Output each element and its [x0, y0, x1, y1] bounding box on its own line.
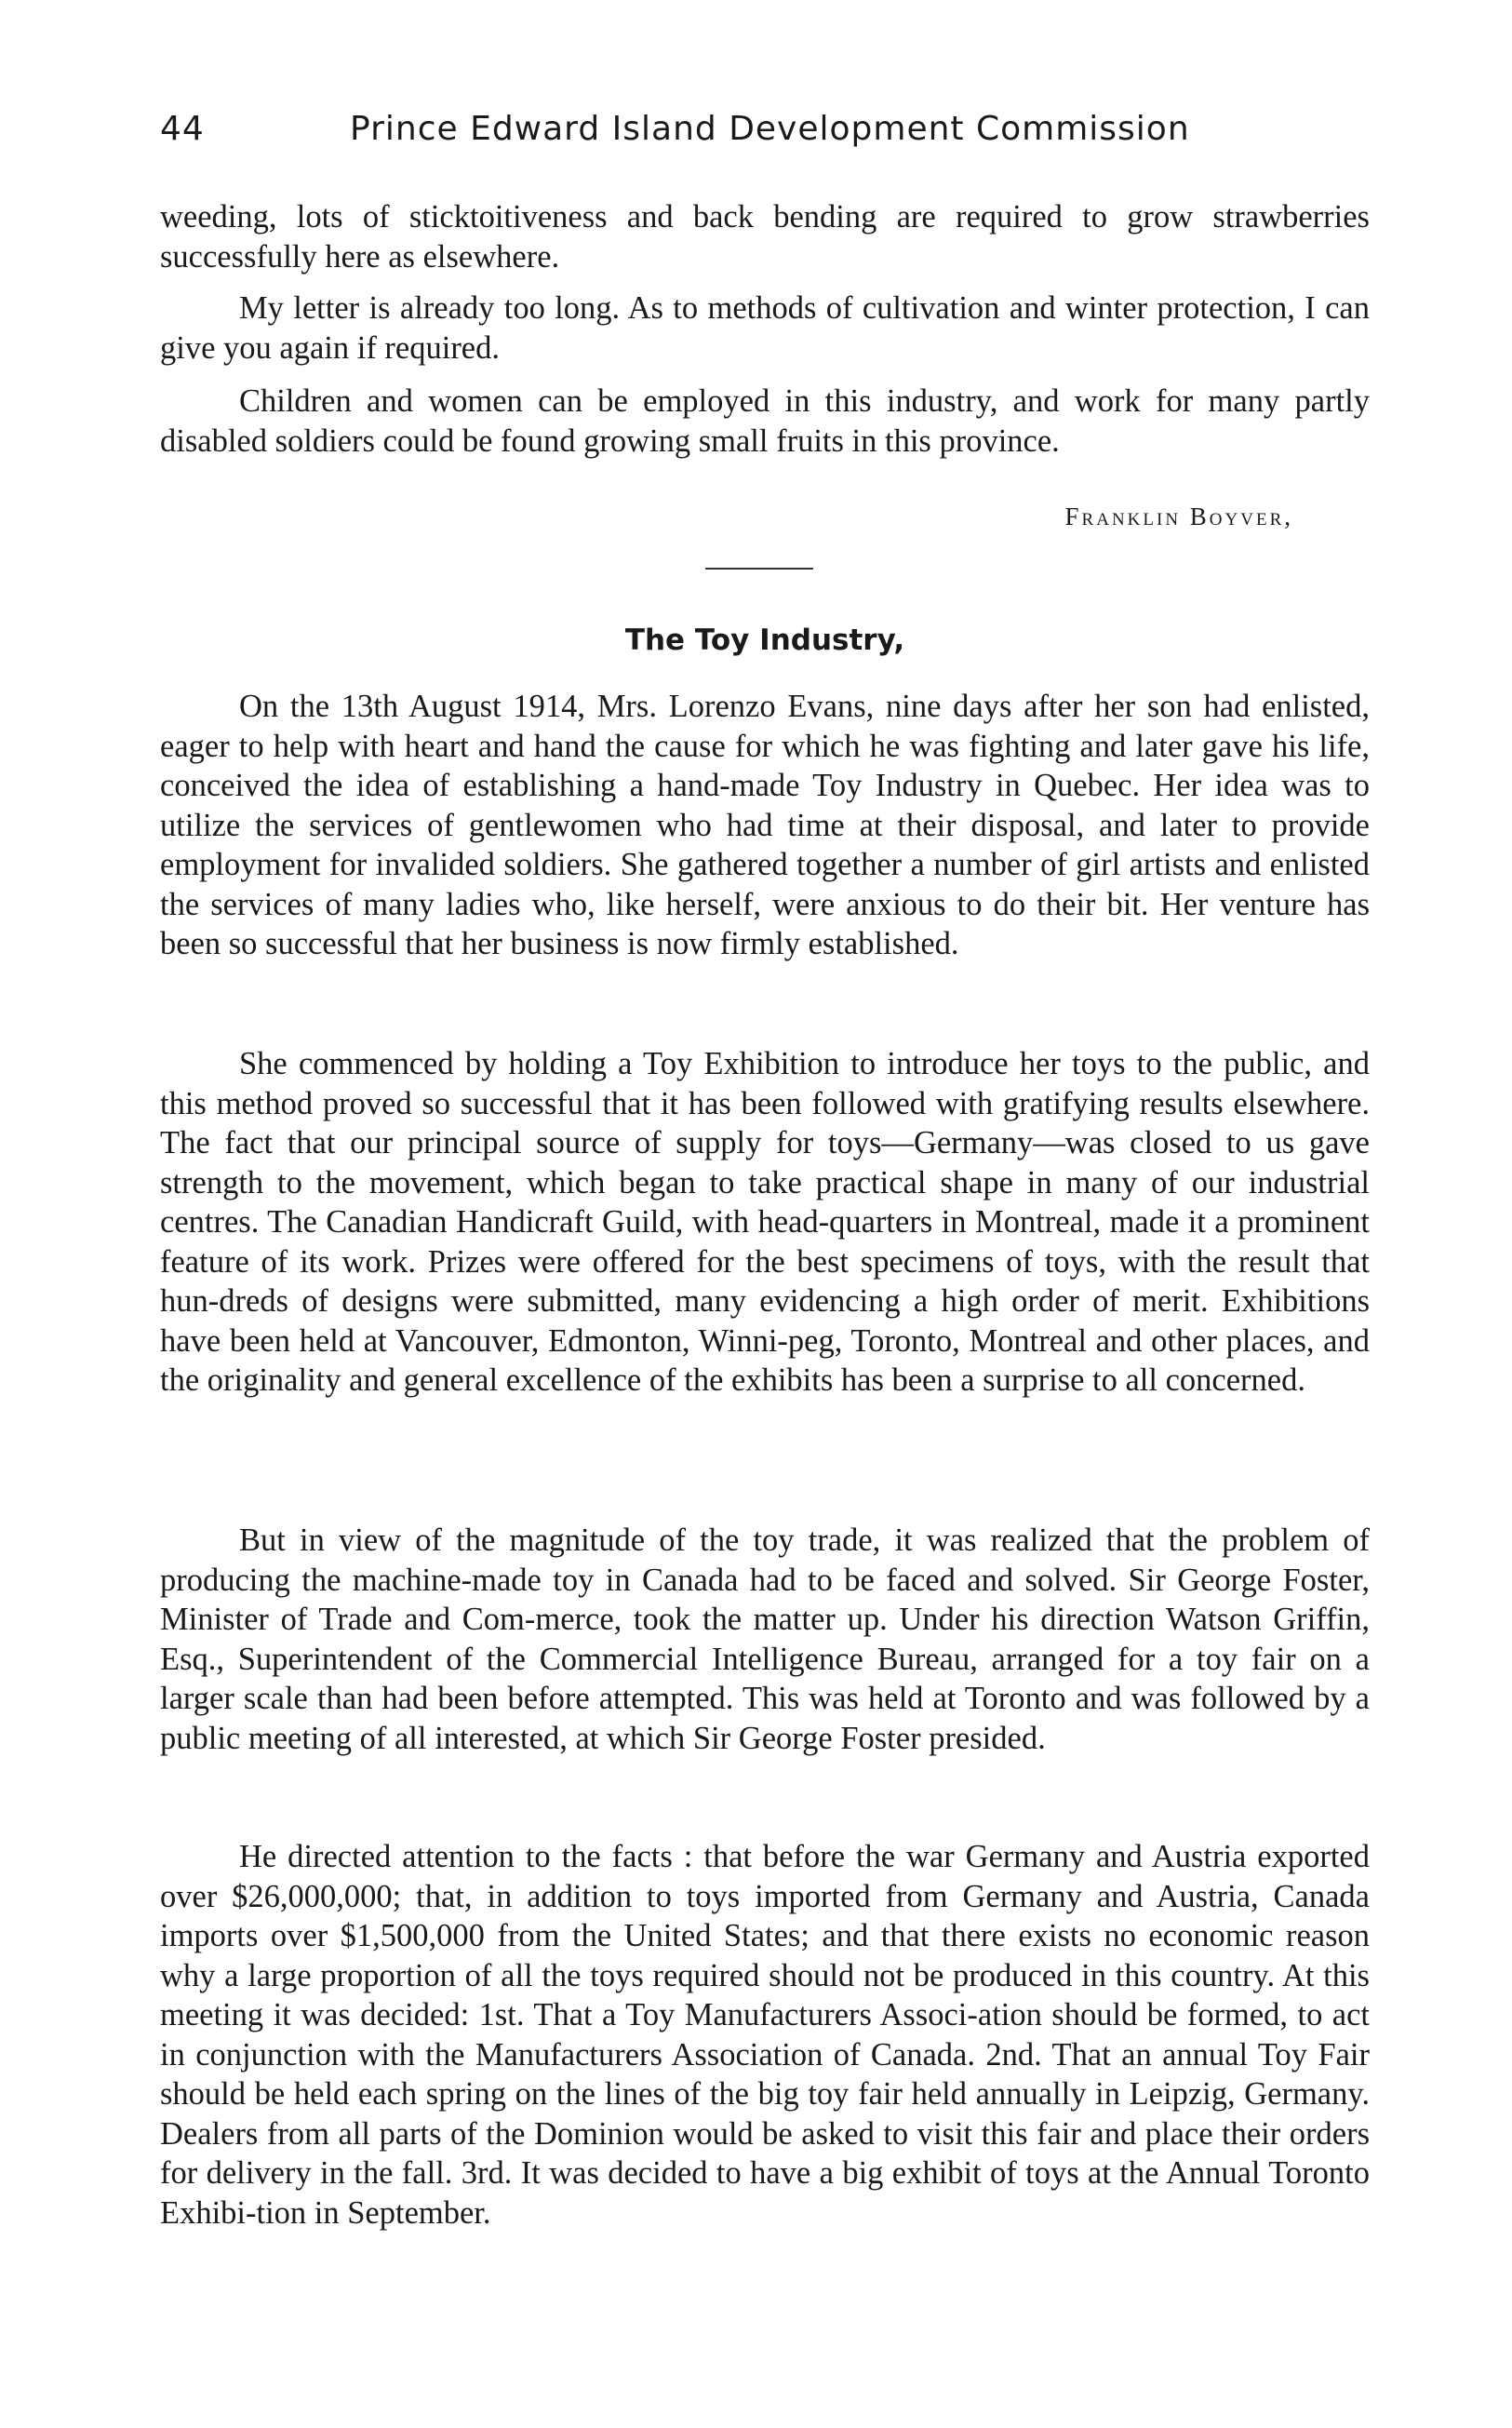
article-paragraph: He directed attention to the facts : that before the war Germany and Austria exported over $26,000,000; that, in addition to toys imported from Germany and Austria, Canada imports over $1,500,000 from the United States; and that there exists no economic reason why a large proportion of all the toys required should not be produced in this country. At this meeting it was decided: 1st. That a Toy Manufacturers Associ-ation should be formed, to act in conjunction with the Manufacturers Association of Canada. 2nd. That an annual Toy Fair should be held each spring on the lines of the big toy fair held annually in Leipzig, Germany. Dealers from all parts of the Dominion would be asked to visit this fair and place their orders for delivery in the fall. 3rd. It was decided to have a big exhibit of toys at the Annual Toronto Exhibi-tion in September. — [160, 1839, 1370, 2231]
article-heading: The Toy Industry, — [624, 624, 905, 657]
article-paragraph: But in view of the magnitude of the toy trade, it was realized that the problem of producing the machine-made toy in Canada had to be faced and solved. Sir George Foster, Minister of Trade and Com-merce, took the matter up. Under his direction Watson Griffin, Esq., Superintendent of the Commercial Intelligence Bureau, arranged for a toy fair on a larger scale than had been before attempted. This was held at Toronto and was followed by a public meeting of all interested, at which Sir George Foster presided. — [160, 1523, 1370, 1756]
letter-paragraph-continued: weeding, lots of sticktoitiveness and back bending are required to grow strawberries successfully here as elsewhere. — [160, 199, 1370, 275]
page-number: 44 — [160, 110, 205, 148]
running-header — [160, 104, 1370, 160]
letter-signature: Franklin Boyver, — [1064, 503, 1293, 530]
running-title: Prince Edward Island Development Commission — [350, 110, 1190, 148]
letter-paragraph: Children and women can be employed in this industry, and work for many partly disabled soldiers could be found growing small fruits in this province. — [160, 383, 1370, 459]
letter-paragraph: My letter is already too long. As to methods of cultivation and winter protection, I can give you again if required. — [160, 290, 1370, 366]
article-paragraph: On the 13th August 1914, Mrs. Lorenzo Evans, nine days after her son had enlisted, eager to help with heart and hand the cause for which he was fighting and later gave his life, conceived the idea of establishing a hand-made Toy Industry in Quebec. Her idea was to utilize the services of gentlewomen who had time at their disposal, and later to provide employment for invalided soldiers. She gathered together a number of girl artists and enlisted the services of many ladies who, like herself, were anxious to do their bit. Her venture has been so successful that her business is now firmly established. — [160, 689, 1370, 961]
section-divider — [705, 568, 813, 570]
article-paragraph: She commenced by holding a Toy Exhibition to introduce her toys to the public, and this method proved so successful that it has been followed with gratifying results elsewhere. The fact that our principal source of supply for toys—Germany—was closed to us gave strength to the movement, which began to take practical shape in many of our industrial centres. The Canadian Handicraft Guild, with head-quarters in Montreal, made it a prominent feature of its work. Prizes were offered for the best specimens of toys, with the result that hun-dreds of designs were submitted, many evidencing a high order of merit. Exhibitions have been held at Vancouver, Edmonton, Winni-peg, Toronto, Montreal and other places, and the originality and general excellence of the exhibits has been a surprise to all concerned. — [160, 1046, 1370, 1398]
